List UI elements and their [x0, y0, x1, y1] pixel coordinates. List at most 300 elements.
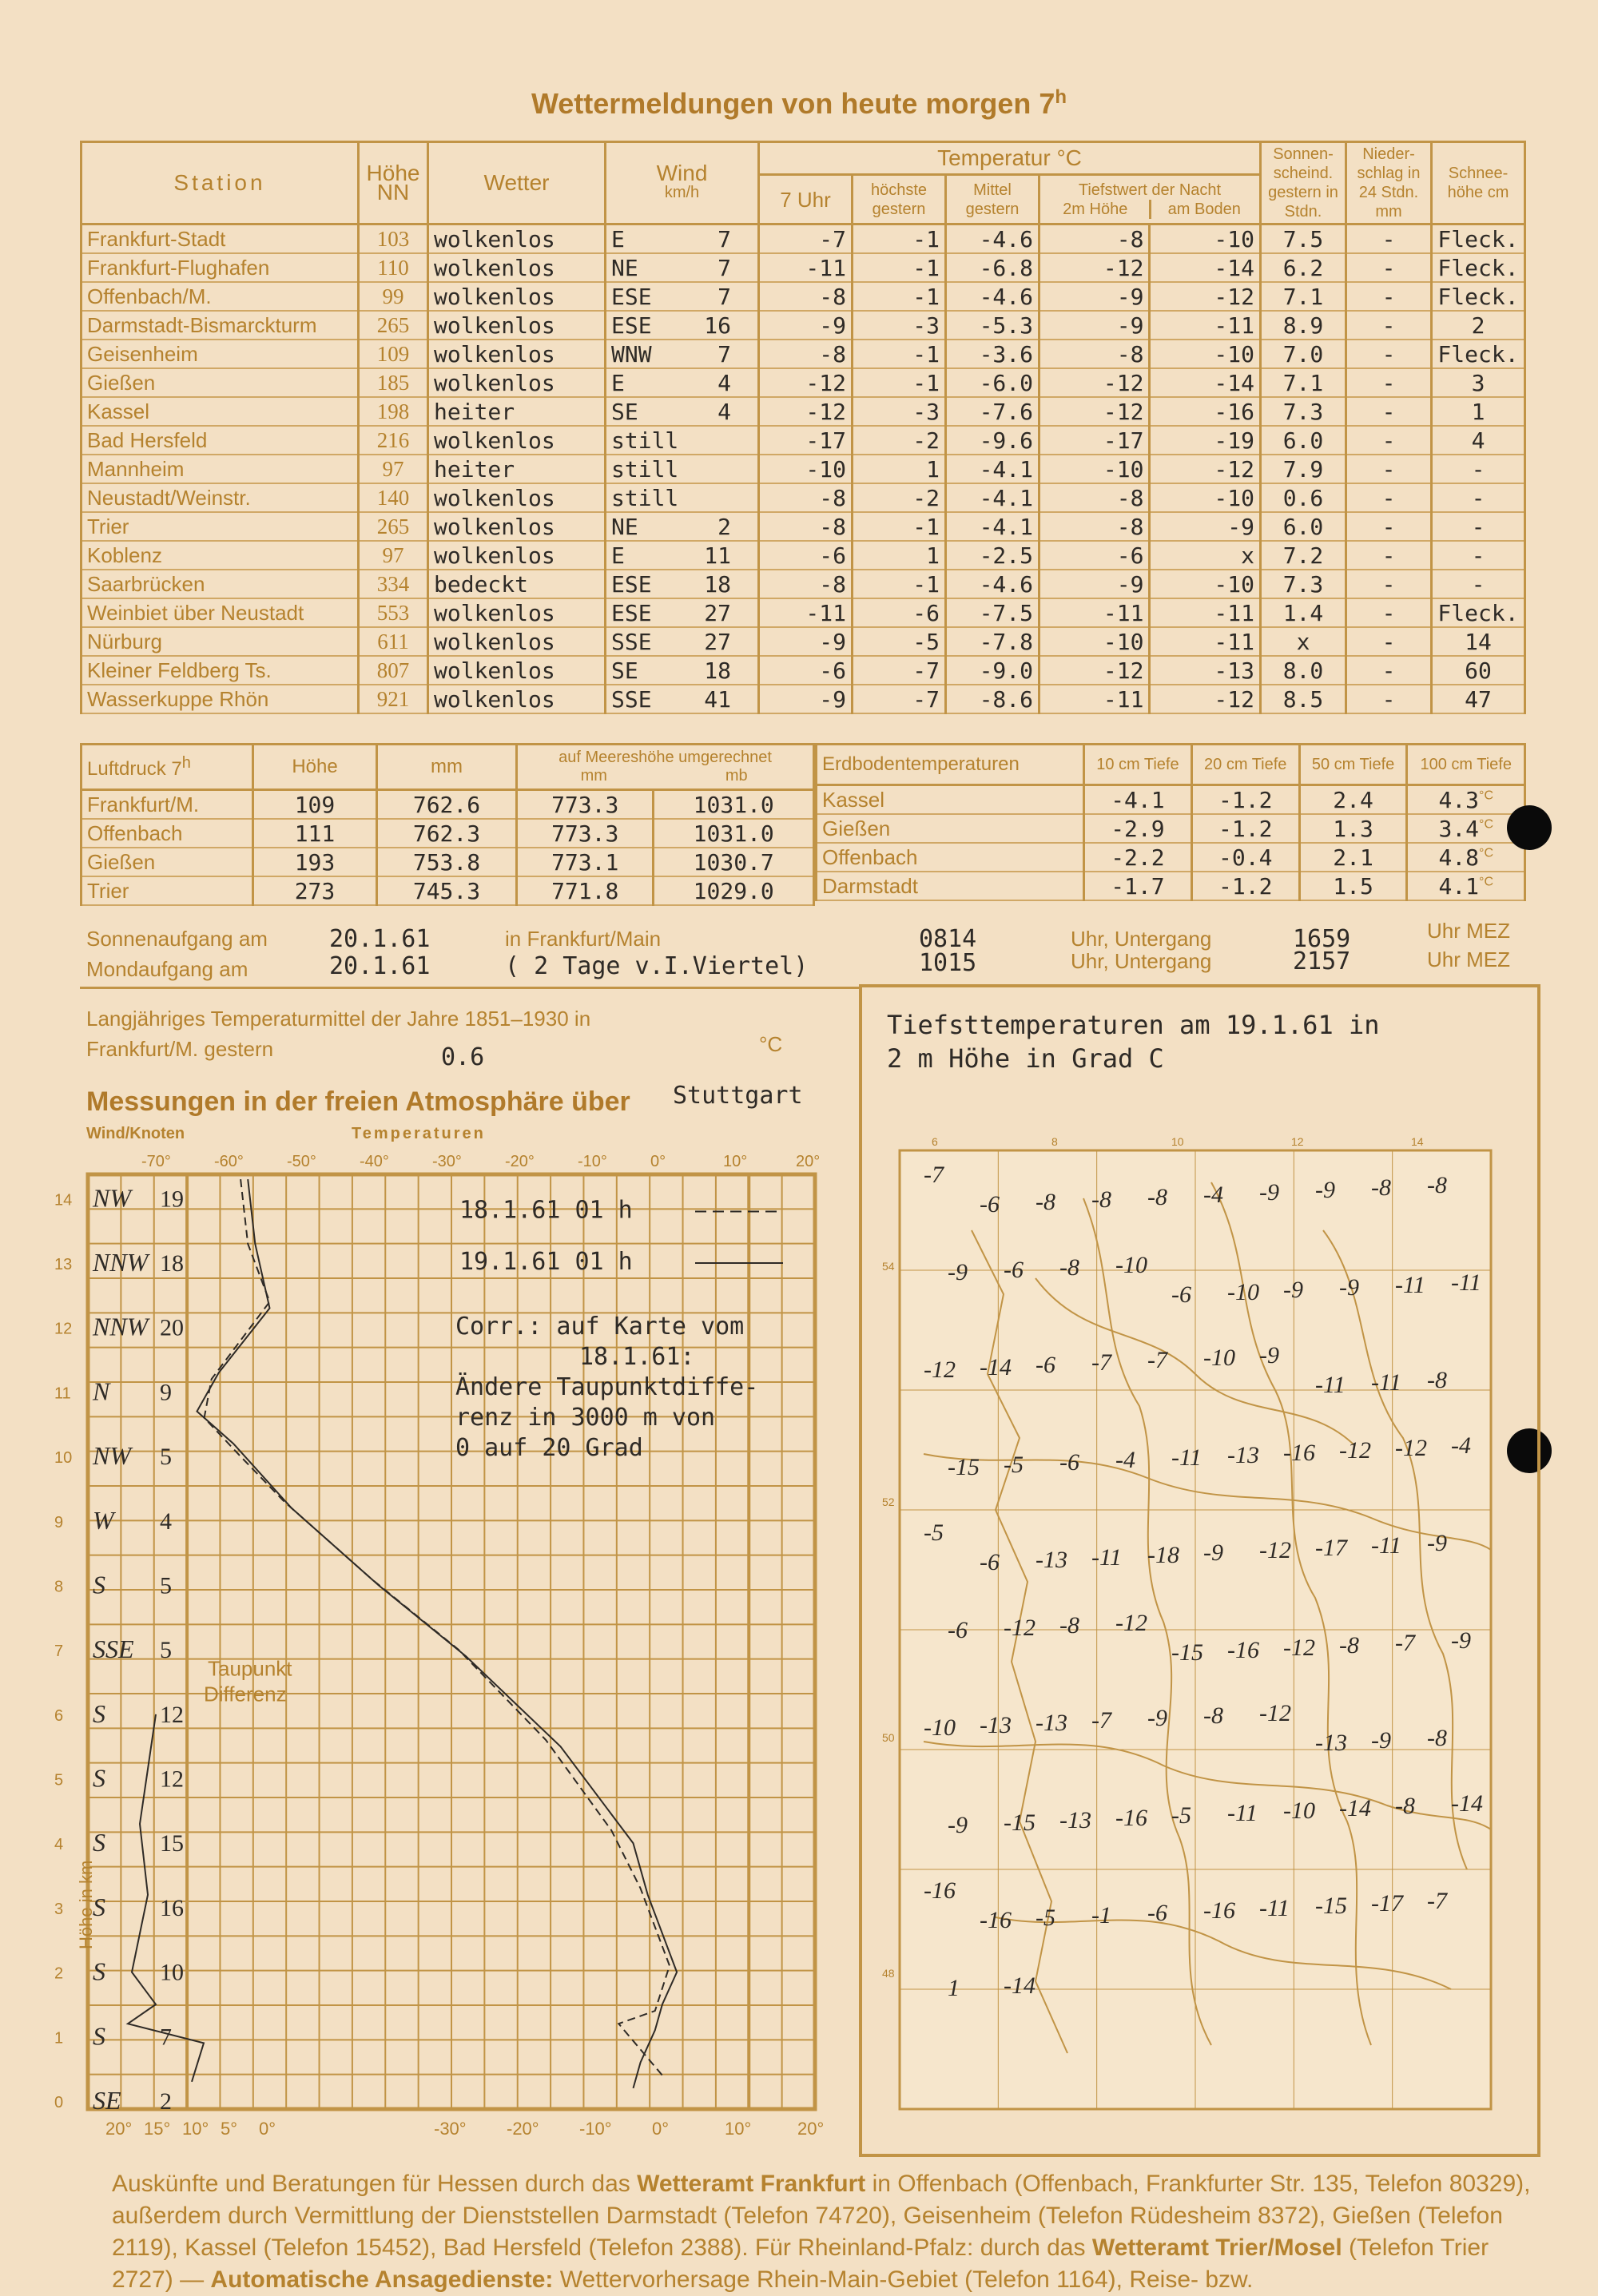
station-nieder: -: [1346, 397, 1432, 426]
station-wetter: wolkenlos: [428, 512, 606, 541]
station-row: [81, 570, 1525, 598]
map-temperature-reading: -15: [1171, 1639, 1203, 1666]
station-name: Saarbrücken: [81, 570, 359, 598]
height-tick: 2: [54, 1964, 64, 1983]
station-t7: -6: [759, 541, 853, 570]
col-temperatur: Temperatur °C: [759, 142, 1261, 175]
station-hoechste: -1: [853, 340, 946, 368]
station-hoechste: -7: [853, 685, 946, 713]
correction-note: 0 auf 20 Grad: [455, 1433, 643, 1462]
bottom-left-tick: 15°: [144, 2119, 171, 2139]
map-temperature-reading: -11: [1091, 1544, 1122, 1571]
station-row: [81, 541, 1525, 570]
map-temperature-reading: -16: [1283, 1440, 1315, 1466]
map-temperature-reading: -8: [1427, 1725, 1447, 1751]
map-lat-tick: 50: [882, 1731, 895, 1744]
map-temperature-reading: -6: [980, 1191, 1000, 1218]
height-tick: 10: [54, 1449, 73, 1468]
station-wind: SE 4: [606, 397, 759, 426]
sonnenuntergang-time: 1659: [1293, 925, 1351, 953]
langjaehrig-unit: °C: [759, 1032, 783, 1056]
station-wind: E 4: [606, 368, 759, 397]
map-lat-tick: 54: [882, 1260, 895, 1273]
height-tick: 0: [54, 2094, 64, 2111]
map-temperature-reading: -8: [1091, 1186, 1111, 1213]
station-hoechste: -7: [853, 656, 946, 685]
station-hoechste: -2: [853, 426, 946, 455]
map-temperature-reading: -15: [1315, 1893, 1347, 1919]
station-sonne: 7.9: [1261, 455, 1346, 483]
station-hoehe: 185: [359, 368, 428, 397]
wind-direction: S: [93, 1956, 105, 1986]
station-row: [81, 253, 1525, 282]
map-temperature-reading: -8: [1059, 1612, 1079, 1639]
soil-value: $4.8^{^\circ C}$: [1407, 843, 1525, 872]
mez-label-2: Uhr MEZ: [1427, 947, 1510, 971]
pressure-name: Gießen: [81, 848, 253, 876]
col-hoechste: höchste gestern: [853, 175, 946, 224]
station-tiefboden: -9: [1150, 512, 1261, 541]
map-temperature-reading: -9: [1203, 1539, 1223, 1566]
map-temperature-reading: -14: [1451, 1790, 1483, 1817]
station-schnee: Fleck.: [1432, 224, 1525, 254]
temperaturen-label: Temperaturen: [352, 1125, 486, 1142]
legend-1: 18.1.61 01 h: [459, 1196, 633, 1225]
station-wind: E 7: [606, 224, 759, 254]
station-mittel: -4.6: [946, 224, 1039, 254]
station-schnee: 2: [1432, 311, 1525, 340]
map-temperature-reading: -1: [1091, 1902, 1111, 1929]
col-wind: Wind km/h: [606, 142, 759, 224]
pressure-hoehe: 109: [253, 790, 377, 820]
pressure-mm: 745.3: [377, 876, 517, 905]
station-row: [81, 397, 1525, 426]
height-tick: 7: [54, 1643, 64, 1661]
pressure-mm: 753.8: [377, 848, 517, 876]
map-temperature-reading: -13: [980, 1712, 1012, 1738]
station-nieder: -: [1346, 426, 1432, 455]
soil-value: $3.4^{^\circ C}$: [1407, 814, 1525, 843]
atmos-title: Messungen in der freien Atmosphäre über: [86, 1086, 630, 1117]
station-t7: -8: [759, 282, 853, 311]
station-hoehe: 611: [359, 627, 428, 656]
station-sonne: 8.9: [1261, 311, 1346, 340]
col-luftdruck: Luftdruck 7$^h$: [81, 745, 253, 790]
page-title: Wettermeldungen von heute morgen 7$^h$: [531, 86, 1067, 120]
station-name: Trier: [81, 512, 359, 541]
col-station: Station: [81, 142, 359, 224]
station-mittel: -9.6: [946, 426, 1039, 455]
station-name: Mannheim: [81, 455, 359, 483]
height-tick: 12: [54, 1320, 73, 1338]
station-name: Kleiner Feldberg Ts.: [81, 656, 359, 685]
station-nieder: -: [1346, 455, 1432, 483]
map-temperature-reading: -11: [1395, 1272, 1425, 1298]
station-nieder: -: [1346, 311, 1432, 340]
wind-direction: NNW: [93, 1312, 149, 1341]
station-nieder: -: [1346, 656, 1432, 685]
station-hoechste: 1: [853, 541, 946, 570]
station-tiefboden: -10: [1150, 224, 1261, 254]
wind-speed: 5: [160, 1572, 172, 1599]
map-temperature-reading: -7: [1091, 1349, 1111, 1376]
soil-value: -1.2: [1191, 814, 1299, 843]
wind-speed: 12: [160, 1701, 184, 1728]
station-hoehe: 216: [359, 426, 428, 455]
station-hoehe: 109: [359, 340, 428, 368]
station-tief2m: -9: [1039, 570, 1150, 598]
soil-value: 1.5: [1299, 872, 1407, 900]
station-name: Weinbiet über Neustadt: [81, 598, 359, 627]
aerological-diagram: [48, 1153, 839, 2157]
soil-value: -2.2: [1084, 843, 1192, 872]
station-mittel: -4.6: [946, 282, 1039, 311]
soil-value: 1.3: [1299, 814, 1407, 843]
station-mittel: -4.1: [946, 512, 1039, 541]
map-temperature-reading: -4: [1115, 1447, 1135, 1473]
wind-direction: SE: [93, 2086, 121, 2115]
station-mittel: -8.6: [946, 685, 1039, 713]
untergang-label-2: Uhr, Untergang: [1071, 949, 1212, 973]
wind-speed: 4: [160, 1507, 172, 1535]
soil-value: 2.4: [1299, 785, 1407, 815]
map-temperature-reading: -7: [1427, 1888, 1447, 1914]
station-hoechste: 1: [853, 455, 946, 483]
station-hoehe: 140: [359, 483, 428, 512]
pressure-mb: 1031.0: [654, 819, 814, 848]
station-tief2m: -10: [1039, 455, 1150, 483]
map-temperature-reading: -12: [1395, 1435, 1427, 1461]
station-hoehe: 807: [359, 656, 428, 685]
wind-speed: 10: [160, 1959, 184, 1986]
station-mittel: -4.1: [946, 455, 1039, 483]
station-wetter: bedeckt: [428, 570, 606, 598]
map-lon-tick: 10: [1171, 1135, 1184, 1148]
map-temperature-reading: -6: [1004, 1257, 1024, 1283]
soil-value: -1.7: [1084, 872, 1192, 900]
station-wind: WNW 7: [606, 340, 759, 368]
station-wetter: heiter: [428, 455, 606, 483]
bottom-right-tick: 0°: [652, 2119, 670, 2139]
station-t7: -11: [759, 253, 853, 282]
map-temperature-reading: -9: [1371, 1727, 1391, 1754]
station-schnee: 3: [1432, 368, 1525, 397]
map-temperature-reading: -6: [1147, 1900, 1167, 1926]
station-sonne: 7.3: [1261, 397, 1346, 426]
station-t7: -8: [759, 512, 853, 541]
wind-speed: 15: [160, 1830, 184, 1857]
bottom-right-tick: 20°: [797, 2119, 825, 2139]
pressure-mm_sea: 773.3: [517, 790, 654, 820]
wind-speed: 18: [160, 1250, 184, 1277]
station-tiefboden: -12: [1150, 455, 1261, 483]
station-name: Frankfurt-Stadt: [81, 224, 359, 254]
station-nieder: -: [1346, 598, 1432, 627]
pressure-row: [81, 819, 814, 848]
soil-value: 2.1: [1299, 843, 1407, 872]
pressure-hoehe: 273: [253, 876, 377, 905]
station-wind: ESE 27: [606, 598, 759, 627]
mondaufgang-time: 1015: [919, 949, 977, 977]
station-mittel: -3.6: [946, 340, 1039, 368]
station-nieder: -: [1346, 685, 1432, 713]
punch-hole: [1507, 805, 1552, 850]
mond-phase: ( 2 Tage v.I.Viertel): [505, 952, 809, 980]
pressure-row: [81, 790, 814, 820]
station-wind: ESE 7: [606, 282, 759, 311]
station-tiefboden: -13: [1150, 656, 1261, 685]
station-wetter: wolkenlos: [428, 224, 606, 254]
map-lon-tick: 14: [1411, 1135, 1424, 1148]
station-hoehe: 334: [359, 570, 428, 598]
station-tief2m: -12: [1039, 253, 1150, 282]
col-erd-20: 20 cm Tiefe: [1191, 745, 1299, 785]
station-schnee: -: [1432, 455, 1525, 483]
station-sonne: 1.4: [1261, 598, 1346, 627]
correction-note: Corr.: auf Karte vom: [455, 1312, 745, 1341]
map-temperature-reading: -7: [1091, 1707, 1111, 1734]
map-temperature-reading: 1: [948, 1975, 960, 2001]
col-luft-hoehe: Höhe: [253, 745, 377, 790]
pressure-row: [81, 876, 814, 905]
bottom-right-tick: -10°: [579, 2119, 612, 2139]
map-temperature-reading: -7: [1395, 1630, 1415, 1656]
wind-direction: S: [93, 1828, 105, 1857]
map-temperature-reading: -8: [1427, 1172, 1447, 1198]
map-temperature-reading: -6: [980, 1549, 1000, 1575]
bottom-left-tick: 20°: [105, 2119, 133, 2139]
station-mittel: -7.8: [946, 627, 1039, 656]
col-niederschlag: Nieder-schlag in 24 Stdn. mm: [1346, 142, 1432, 224]
pressure-row: [81, 848, 814, 876]
station-schnee: 60: [1432, 656, 1525, 685]
height-tick: 8: [54, 1578, 64, 1596]
height-tick: 14: [54, 1191, 73, 1210]
station-nieder: -: [1346, 570, 1432, 598]
map-temperature-reading: -16: [1203, 1897, 1235, 1924]
langjaehrig-line1: Langjähriges Temperaturmittel der Jahre 1851–1930 in: [86, 1007, 591, 1031]
station-hoehe: 99: [359, 282, 428, 311]
station-schnee: 47: [1432, 685, 1525, 713]
map-temperature-reading: -17: [1371, 1890, 1403, 1917]
map-lat-tick: 52: [882, 1496, 895, 1508]
map-lat-tick: 48: [882, 1967, 895, 1980]
station-wetter: wolkenlos: [428, 598, 606, 627]
height-tick: 4: [54, 1836, 64, 1854]
map-temperature-reading: -8: [1371, 1174, 1391, 1201]
station-hoechste: -3: [853, 397, 946, 426]
station-schnee: -: [1432, 483, 1525, 512]
pressure-mb: 1031.0: [654, 790, 814, 820]
langjaehrig-value: 0.6: [441, 1043, 485, 1071]
temperature-map: [876, 1134, 1515, 2133]
map-temperature-reading: -9: [948, 1259, 968, 1285]
station-sonne: 6.2: [1261, 253, 1346, 282]
station-hoechste: -1: [853, 253, 946, 282]
station-row: [81, 627, 1525, 656]
station-name: Neustadt/Weinstr.: [81, 483, 359, 512]
wind-speed: 19: [160, 1186, 184, 1213]
col-erd-50: 50 cm Tiefe: [1299, 745, 1407, 785]
map-temperature-reading: -18: [1147, 1542, 1179, 1568]
footer-text: Auskünfte und Beratungen für Hessen durch das Wetteramt Frankfurt in Offenbach (Offenbach, Frankfurter Str. 135, Telefon 80329), außerdem durch Vermittlung der Dienststellen Darmstadt (Telefon 74720), Geisenheim (Telefon Rüdesheim 8372), Gießen (Telefon 2119), Kassel (Telefon 15452), Bad Hersfeld (Telefon 2388). Für Rheinland-Pfalz: durch das Wetteramt Trier/Mosel (Telefon Trier 2727) — Automatische Ansagedienste: Wettervorhersage Rhein-Main-Gebiet (Telefon 1164), Reise- bzw.: [112, 2171, 1531, 2293]
map-temperature-reading: -9: [948, 1812, 968, 1838]
station-nieder: -: [1346, 224, 1432, 254]
station-name: Nürburg: [81, 627, 359, 656]
map-temperature-reading: -12: [1339, 1437, 1371, 1464]
map-temperature-reading: -12: [924, 1357, 956, 1383]
wind-direction: S: [93, 2021, 105, 2051]
station-sonne: 0.6: [1261, 483, 1346, 512]
station-wetter: heiter: [428, 397, 606, 426]
station-sonne: 7.2: [1261, 541, 1346, 570]
station-tiefboden: -10: [1150, 340, 1261, 368]
map-temperature-reading: -8: [1203, 1702, 1223, 1729]
bottom-right-tick: -20°: [507, 2119, 539, 2139]
station-nieder: -: [1346, 282, 1432, 311]
map-temperature-reading: -9: [1451, 1627, 1471, 1654]
map-temperature-reading: -9: [1259, 1342, 1279, 1368]
station-sonne: 7.5: [1261, 224, 1346, 254]
map-temperature-reading: -7: [1147, 1347, 1167, 1373]
map-temperature-reading: -13: [1227, 1442, 1259, 1468]
station-t7: -7: [759, 224, 853, 254]
map-temperature-reading: -11: [1259, 1895, 1290, 1921]
height-axis-label: Höhe in km: [76, 1860, 96, 1949]
wind-speed: 9: [160, 1379, 172, 1406]
station-mittel: -7.6: [946, 397, 1039, 426]
soil-station: Offenbach: [817, 843, 1084, 872]
station-hoehe: 265: [359, 311, 428, 340]
station-tief2m: -8: [1039, 224, 1150, 254]
station-tiefboden: -14: [1150, 253, 1261, 282]
station-hoechste: -1: [853, 512, 946, 541]
station-row: [81, 224, 1525, 254]
map-temperature-reading: -8: [1427, 1367, 1447, 1393]
station-t7: -10: [759, 455, 853, 483]
station-tiefboden: -10: [1150, 483, 1261, 512]
station-wetter: wolkenlos: [428, 426, 606, 455]
map-temperature-reading: -9: [1339, 1274, 1359, 1301]
station-tief2m: -8: [1039, 340, 1150, 368]
map-temperature-reading: -13: [1036, 1547, 1067, 1573]
station-name: Darmstadt-Bismarckturm: [81, 311, 359, 340]
station-row: [81, 311, 1525, 340]
langjaehrig-line2: Frankfurt/M. gestern: [86, 1037, 274, 1061]
top-tick: -10°: [578, 1153, 607, 1170]
station-mittel: -2.5: [946, 541, 1039, 570]
pressure-mm_sea: 773.1: [517, 848, 654, 876]
station-schnee: -: [1432, 512, 1525, 541]
wind-knoten-label: Wind/Knoten: [86, 1125, 185, 1142]
air-pressure-table: [80, 743, 815, 906]
mondaufgang-label: Mondaufgang am: [86, 957, 248, 981]
soil-temperature-table: [815, 743, 1526, 901]
station-wind: SSE 27: [606, 627, 759, 656]
bottom-left-tick: 10°: [182, 2119, 209, 2139]
map-temperature-reading: -5: [924, 1519, 944, 1546]
station-sonne: 7.3: [1261, 570, 1346, 598]
map-temperature-reading: -6: [1171, 1281, 1191, 1308]
bottom-left-tick: 0°: [259, 2119, 276, 2139]
station-row: [81, 368, 1525, 397]
map-temperature-reading: -4: [1203, 1182, 1223, 1208]
map-temperature-reading: -6: [1036, 1352, 1055, 1378]
station-row: [81, 426, 1525, 455]
station-t7: -12: [759, 368, 853, 397]
station-sonne: 8.5: [1261, 685, 1346, 713]
station-wind: ESE 16: [606, 311, 759, 340]
station-schnee: Fleck.: [1432, 340, 1525, 368]
station-wind: E 11: [606, 541, 759, 570]
station-wind: still: [606, 426, 759, 455]
station-row: [81, 282, 1525, 311]
station-hoechste: -6: [853, 598, 946, 627]
wind-direction: S: [93, 1570, 105, 1599]
station-wetter: wolkenlos: [428, 627, 606, 656]
station-mittel: -9.0: [946, 656, 1039, 685]
untergang-label: Uhr, Untergang: [1071, 927, 1212, 951]
wind-speed: 20: [160, 1314, 184, 1341]
station-sonne: 7.1: [1261, 368, 1346, 397]
map-temperature-reading: -12: [1115, 1610, 1147, 1636]
map-temperature-reading: -8: [1339, 1632, 1359, 1658]
height-tick: 3: [54, 1900, 64, 1918]
col-sonne: Sonnen-scheind. gestern in Stdn.: [1261, 142, 1346, 224]
station-wetter: wolkenlos: [428, 483, 606, 512]
station-t7: -8: [759, 340, 853, 368]
wind-direction: N: [93, 1376, 110, 1406]
station-hoehe: 110: [359, 253, 428, 282]
map-temperature-reading: -14: [1339, 1795, 1371, 1821]
soil-value: -0.4: [1191, 843, 1299, 872]
station-wetter: wolkenlos: [428, 685, 606, 713]
station-t7: -6: [759, 656, 853, 685]
correction-note: 18.1.61:: [579, 1342, 695, 1371]
station-sonne: 8.0: [1261, 656, 1346, 685]
pressure-hoehe: 111: [253, 819, 377, 848]
soil-value: -2.9: [1084, 814, 1192, 843]
station-t7: -12: [759, 397, 853, 426]
station-name: Wasserkuppe Rhön: [81, 685, 359, 713]
station-wind: still: [606, 455, 759, 483]
map-temperature-reading: -10: [1203, 1345, 1235, 1371]
soil-value: -4.1: [1084, 785, 1192, 815]
station-wind: NE 2: [606, 512, 759, 541]
top-tick: -40°: [360, 1153, 389, 1170]
map-temperature-reading: -10: [1283, 1797, 1315, 1824]
col-7uhr: 7 Uhr: [759, 175, 853, 224]
station-sonne: 7.0: [1261, 340, 1346, 368]
station-nieder: -: [1346, 483, 1432, 512]
station-wetter: wolkenlos: [428, 541, 606, 570]
station-t7: -9: [759, 685, 853, 713]
station-t7: -17: [759, 426, 853, 455]
map-temperature-reading: -5: [1171, 1802, 1191, 1829]
station-name: Geisenheim: [81, 340, 359, 368]
map-temperature-reading: -5: [1004, 1452, 1024, 1478]
station-tiefboden: -12: [1150, 282, 1261, 311]
sonnenaufgang-time: 0814: [919, 925, 977, 953]
height-tick: 9: [54, 1513, 64, 1531]
wind-direction: NNW: [93, 1248, 149, 1277]
soil-row: [817, 814, 1525, 843]
station-mittel: -6.0: [946, 368, 1039, 397]
col-erdboden: Erdbodentemperaturen: [817, 745, 1084, 785]
station-row: [81, 340, 1525, 368]
map-temperature-reading: -9: [1427, 1530, 1447, 1556]
station-row: [81, 512, 1525, 541]
